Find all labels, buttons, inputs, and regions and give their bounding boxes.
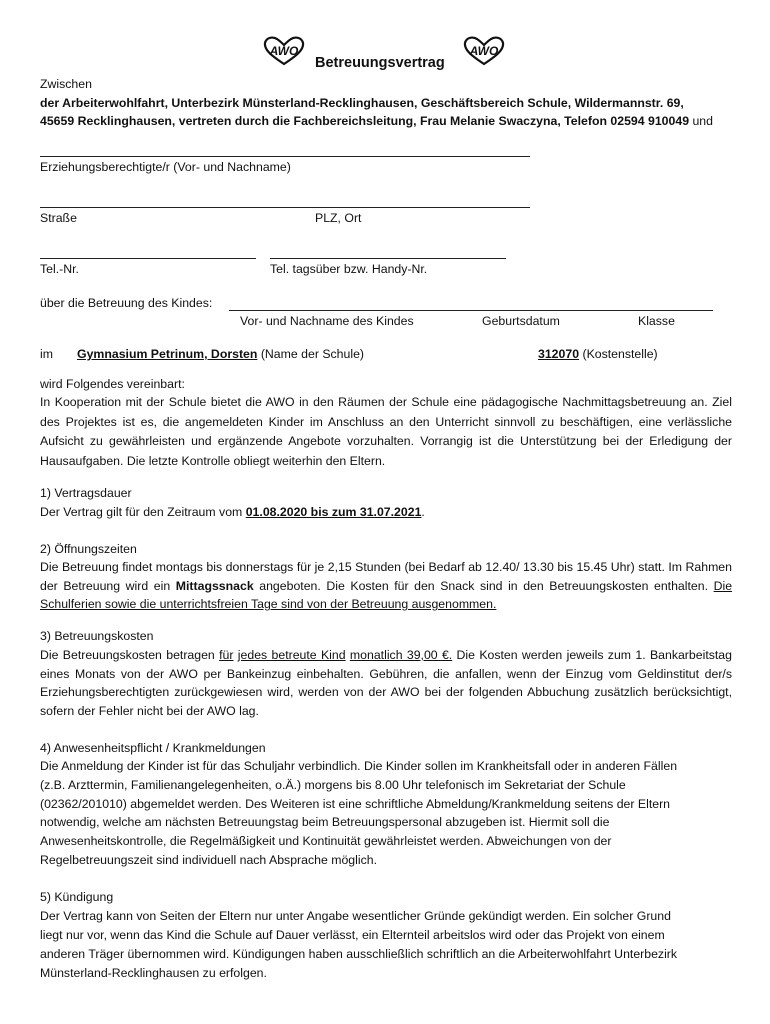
phone-label: Tel.-Nr. — [40, 262, 79, 276]
street-label: Straße — [40, 211, 77, 225]
section-4-line-1: Die Anmeldung der Kinder ist für das Schuljahr verbindlich. Die Kinder sollen im Krankheitsfall oder in anderen Fällen — [40, 759, 678, 773]
intro-paragraph — [40, 393, 732, 471]
section-4-line-3: (02362/201010) abgemeldet werden. Des Weiteren ist eine schriftliche Abmeldung/Krankmeldung seitens der Eltern — [40, 797, 671, 811]
guardian-name-line[interactable] — [40, 156, 530, 157]
section-4-line-6: Regelbetreuungszeit sind individuell nach Absprache möglich. — [40, 853, 378, 867]
section-5-line-3: anderen Träger übernommen wird. Kündigungen haben ausschließlich schriftlich an die Arbeiterwohlfahrt Unterbezirk — [40, 947, 678, 961]
cost-text-b: Die Kosten werden jeweils zum 1. Bankarbeitstag eines Monats von der AWO per Bankeinzug einbehalten. Gebühren, die anfallen, wenn der Einzug vom Geldinstitut der/s Erziehungsberechtigten zurückgewiesen wird, werden von der AWO bei der folgenden Abbuchung zusätzlich berücksichtigt, sofern der Fehler nicht bei der AWO lag. — [40, 648, 732, 718]
svg-text:AWO: AWO — [269, 44, 299, 58]
section-5-line-1: Der Vertrag kann von Seiten der Eltern nur unter Angabe wesentlicher Gründe gekündigt werden. Ein solcher Grund — [40, 909, 671, 923]
cost-each-child: jedes betreute Kind — [237, 648, 346, 662]
party-line-1: der Arbeiterwohlfahrt, Unterbezirk Münsterland-Recklinghausen, Geschäftsbereich Schule, Wildermannstr. 69, — [40, 96, 684, 110]
section-4-line-5: Anwesenheitskontrolle, die Regelmäßigkeit und Kontinuität gewährleistet werden. Abweichungen von der — [40, 834, 612, 848]
party-line-2 — [40, 114, 713, 128]
opening-text-b: angeboten. Die Kosten für den Snack sind in den Betreuungskosten enthalten. — [259, 578, 708, 593]
duration-text: Der Vertrag gilt für den Zeitraum vom — [40, 505, 243, 519]
party-line-2-text: 45659 Recklinghausen, vertreten durch die Fachbereichsleitung, Frau Melanie Swaczyna, Telefon 02594 910049 — [40, 114, 690, 128]
school-name-label: (Name der Schule) — [260, 347, 365, 361]
und-label: und — [692, 114, 713, 128]
awo-heart-icon — [462, 36, 506, 66]
section-4-title: 4) Anwesenheitspflicht / Krankmeldungen — [40, 741, 266, 755]
cost-text-a: Die Betreuungskosten betragen — [40, 648, 215, 662]
class-label: Klasse — [638, 314, 675, 328]
section-2-title: 2) Öffnungszeiten — [40, 542, 137, 556]
section-5-line-2: liegt nur vor, wenn das Kind die Schule auf Dauer verlässt, ein Elternteil arbeitslos wird oder das Projekt von einem — [40, 928, 665, 942]
section-4-line-2: (z.B. Arzttermin, Familienangelegenheiten, o.Ä.) morgens bis 8.00 Uhr telefonisch im Sekretariat der Schule — [40, 778, 626, 792]
birthdate-label: Geburtsdatum — [482, 314, 560, 328]
section-2-text — [40, 558, 732, 614]
awo-logo-left — [262, 36, 306, 66]
child-care-label: über die Betreuung des Kindes: — [40, 296, 213, 310]
intro-paragraph-text: In Kooperation mit der Schule bietet die AWO in den Räumen der Schule eine pädagogische Nachmittagsbetreuung an. Ziel des Projektes ist es, die angemeldeten Kinder im Anschluss an den Unterricht sinnvoll zu beschäftigen, eine verlässliche Aufsicht zu gewährleisten und ergänzende Angebote vorzuhalten. Vorrangig ist die Unterstützung bei der Erledigung der Hausaufgaben. Die letzte Kontrolle obliegt weiterhin den Eltern. — [40, 395, 732, 468]
awo-logo-right — [462, 36, 506, 66]
section-4-line-4: notwendig, welche am nächsten Betreuungstag beim Betreuungspersonal abzugeben ist. Hiermit soll die — [40, 815, 610, 829]
school-row — [77, 347, 364, 361]
address-line[interactable] — [40, 207, 530, 208]
child-details-line[interactable] — [229, 310, 713, 311]
child-name-label: Vor- und Nachname des Kindes — [240, 314, 414, 328]
duration-period: 01.08.2020 bis zum 31.07.2021 — [245, 505, 422, 519]
daytime-phone-line[interactable] — [270, 258, 506, 259]
cost-fuer: für — [219, 648, 234, 662]
section-1-title: 1) Vertragsdauer — [40, 486, 132, 500]
section-5-title: 5) Kündigung — [40, 890, 114, 904]
daytime-phone-label: Tel. tagsüber bzw. Handy-Nr. — [270, 262, 428, 276]
awo-heart-icon — [262, 36, 306, 66]
plz-ort-label: PLZ, Ort — [315, 211, 362, 225]
school-name: Gymnasium Petrinum, Dorsten — [77, 347, 258, 361]
svg-text:AWO: AWO — [469, 44, 499, 58]
section-1-text — [40, 505, 425, 519]
duration-end: . — [421, 505, 425, 519]
guardian-name-label: Erziehungsberechtigte/r (Vor- und Nachname) — [40, 160, 291, 174]
opening-text-a: Die Betreuung findet montags bis donnerstags für je 2,15 Stunden (bei Bedarf ab 12.40/ 13.30 bis 15.45 Uhr) statt. Im Rahmen der Betreuung wird ein — [40, 560, 732, 593]
agreement-intro: wird Folgendes vereinbart: — [40, 377, 185, 391]
section-3-text — [40, 646, 732, 720]
cost-monthly: monatlich 39,00 €. — [349, 648, 453, 662]
snack-label: Mittagssnack — [175, 578, 254, 593]
im-label: im — [40, 347, 53, 361]
page-title: Betreuungsvertrag — [315, 55, 445, 71]
cost-center-row — [538, 347, 658, 361]
cost-center-label: (Kostenstelle) — [582, 347, 658, 361]
holidays-note: Die Schulferien sowie die unterrichtsfreien Tage sind von der Betreuung ausgenommen. — [40, 578, 733, 612]
phone-line[interactable] — [40, 258, 256, 259]
cost-center-number: 312070 — [538, 347, 580, 361]
section-3-title: 3) Betreuungskosten — [40, 629, 154, 643]
zwischen-label: Zwischen — [40, 77, 92, 91]
section-5-line-4: Münsterland-Recklinghausen zu erfolgen. — [40, 966, 267, 980]
